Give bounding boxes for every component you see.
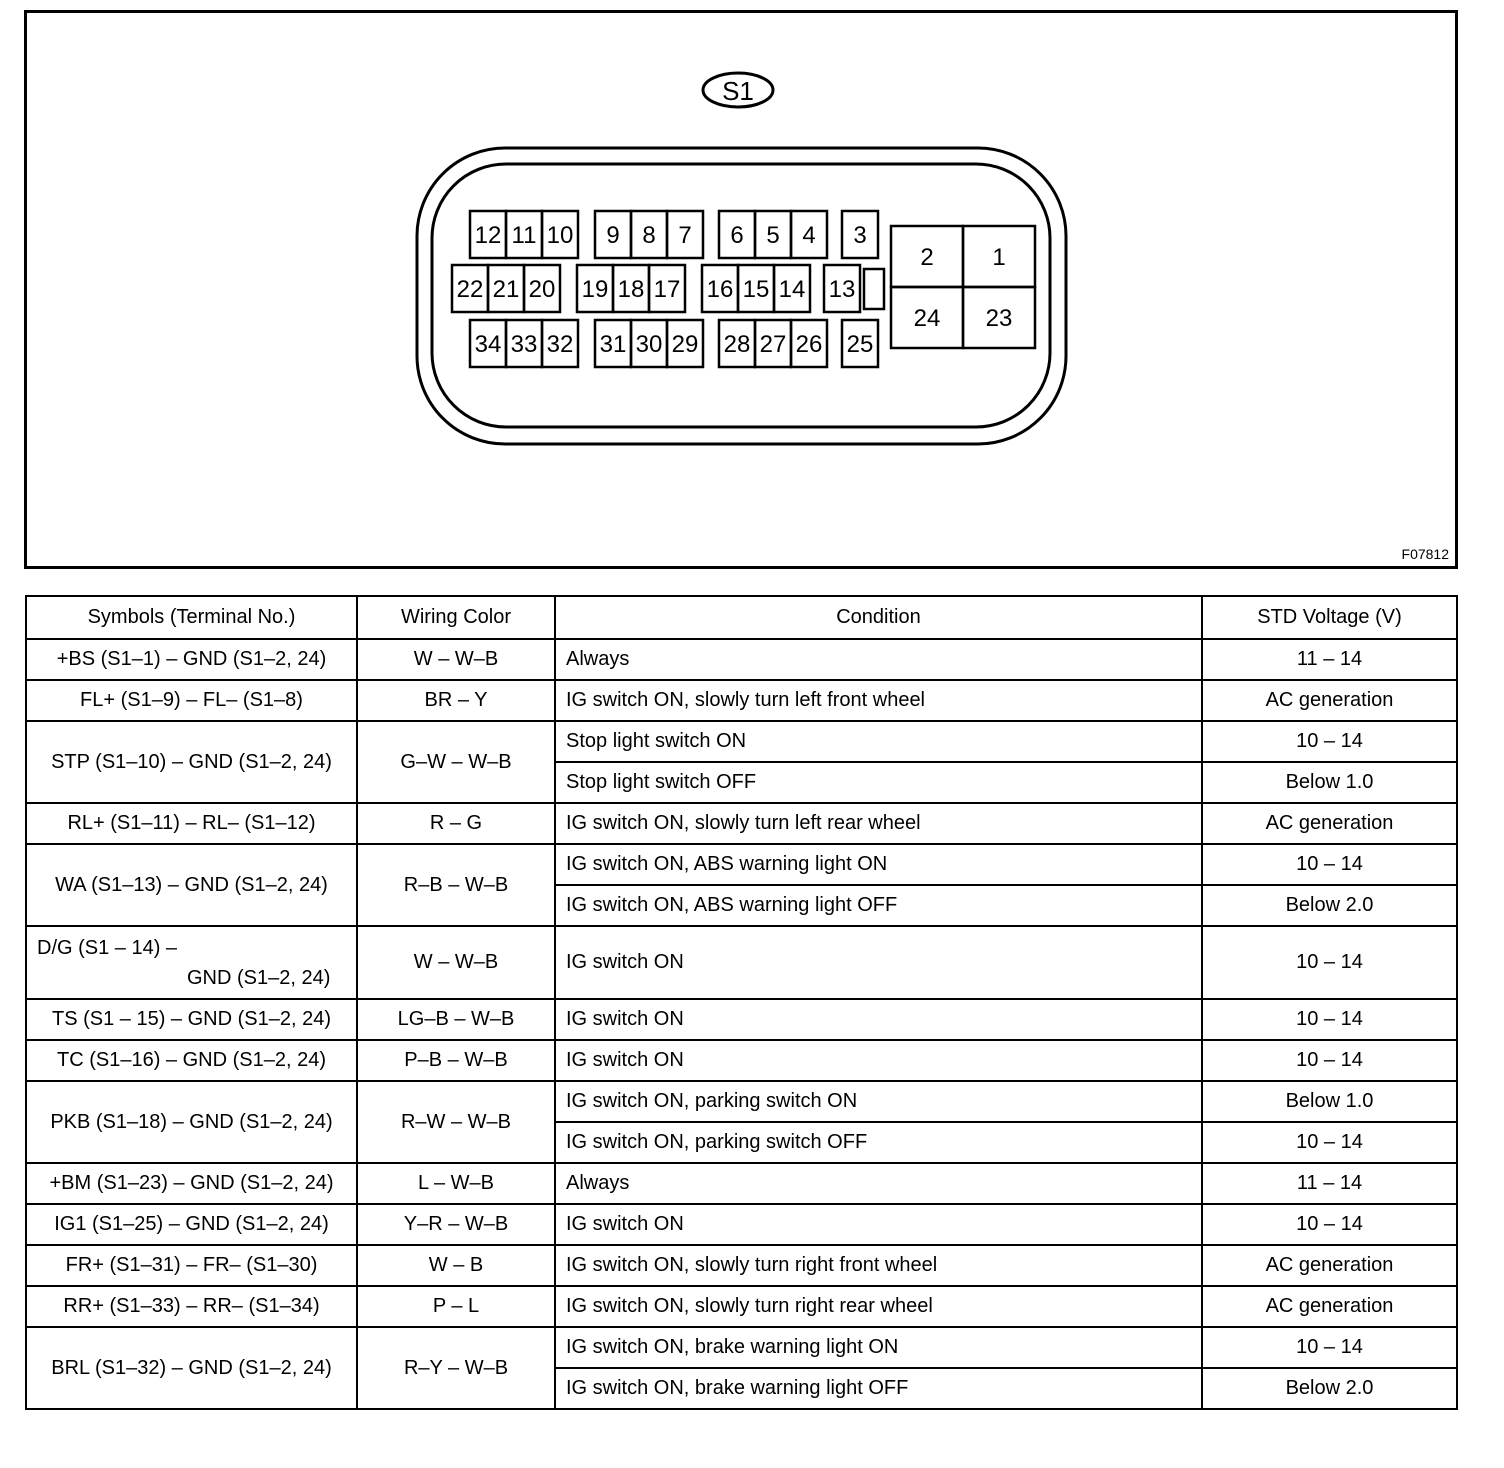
voltage-cell: AC generation: [1202, 1245, 1457, 1286]
terminal-label: 17: [653, 276, 681, 304]
terminal-label: 13: [828, 276, 856, 304]
table-row: [26, 721, 1457, 762]
symbol-cell: FL+ (S1–9) – FL– (S1–8): [26, 680, 357, 721]
wiring-color-cell: R–W – W–B: [357, 1081, 555, 1163]
symbol-cell: WA (S1–13) – GND (S1–2, 24): [26, 844, 357, 926]
table-row: [26, 639, 1457, 680]
table-row: [26, 1040, 1457, 1081]
terminal-label: 32: [546, 331, 574, 359]
terminal-label: 34: [474, 331, 502, 359]
terminal-label: 7: [678, 222, 692, 250]
symbol-cell: STP (S1–10) – GND (S1–2, 24): [26, 721, 357, 803]
terminal-label: 21: [492, 276, 520, 304]
terminal-label: 5: [766, 222, 780, 250]
condition-cell: IG switch ON, slowly turn left rear wheel: [555, 803, 1202, 844]
condition-cell: Always: [555, 1163, 1202, 1204]
condition-cell: IG switch ON, brake warning light OFF: [555, 1368, 1202, 1409]
wiring-color-cell: W – W–B: [357, 926, 555, 999]
symbol-cell: [26, 926, 357, 999]
header-wiring-color: Wiring Color: [357, 596, 555, 639]
condition-cell: IG switch ON: [555, 926, 1202, 999]
condition-cell: IG switch ON: [555, 1040, 1202, 1081]
terminal-label: 3: [853, 222, 867, 250]
terminal-label: 30: [635, 331, 663, 359]
terminal-label: 31: [599, 331, 627, 359]
terminal-label: 2: [920, 244, 934, 272]
wiring-color-cell: G–W – W–B: [357, 721, 555, 803]
terminal-label: 16: [706, 276, 734, 304]
wiring-color-cell: L – W–B: [357, 1163, 555, 1204]
condition-cell: IG switch ON, parking switch ON: [555, 1081, 1202, 1122]
voltage-cell: 10 – 14: [1202, 1040, 1457, 1081]
symbol-cell: RL+ (S1–11) – RL– (S1–12): [26, 803, 357, 844]
table-row: [26, 1327, 1457, 1368]
header-std-voltage: STD Voltage (V): [1202, 596, 1457, 639]
voltage-cell: 11 – 14: [1202, 639, 1457, 680]
wiring-color-cell: W – W–B: [357, 639, 555, 680]
wiring-color-cell: P–B – W–B: [357, 1040, 555, 1081]
condition-cell: Always: [555, 639, 1202, 680]
voltage-cell: AC generation: [1202, 680, 1457, 721]
connector-drawing: [27, 13, 1455, 566]
voltage-cell: Below 1.0: [1202, 1081, 1457, 1122]
symbol-line-1: D/G (S1 – 14) –: [37, 936, 178, 959]
voltage-cell: 10 – 14: [1202, 1327, 1457, 1368]
voltage-cell: AC generation: [1202, 1286, 1457, 1327]
table-row: [26, 680, 1457, 721]
condition-cell: IG switch ON, slowly turn right rear wheel: [555, 1286, 1202, 1327]
condition-cell: IG switch ON: [555, 999, 1202, 1040]
condition-cell: IG switch ON, slowly turn right front wheel: [555, 1245, 1202, 1286]
terminal-label: 25: [846, 331, 874, 359]
voltage-cell: 10 – 14: [1202, 844, 1457, 885]
terminal-label: 22: [456, 276, 484, 304]
terminal-label: 28: [723, 331, 751, 359]
connector-label: S1: [722, 76, 754, 106]
condition-cell: IG switch ON, brake warning light ON: [555, 1327, 1202, 1368]
symbol-cell: +BS (S1–1) – GND (S1–2, 24): [26, 639, 357, 680]
condition-cell: IG switch ON, parking switch OFF: [555, 1122, 1202, 1163]
symbol-line-2: GND (S1–2, 24): [187, 966, 331, 989]
voltage-cell: 10 – 14: [1202, 1122, 1457, 1163]
symbol-cell: BRL (S1–32) – GND (S1–2, 24): [26, 1327, 357, 1409]
symbol-cell: IG1 (S1–25) – GND (S1–2, 24): [26, 1204, 357, 1245]
terminal-label: 19: [581, 276, 609, 304]
symbol-cell: PKB (S1–18) – GND (S1–2, 24): [26, 1081, 357, 1163]
wiring-color-cell: R–B – W–B: [357, 844, 555, 926]
table-row: [26, 1163, 1457, 1204]
wiring-color-cell: R – G: [357, 803, 555, 844]
terminal-label: 20: [528, 276, 556, 304]
voltage-cell: 10 – 14: [1202, 999, 1457, 1040]
terminal-label: 10: [546, 222, 574, 250]
wiring-color-cell: BR – Y: [357, 680, 555, 721]
terminal-cell: [864, 269, 884, 309]
condition-cell: IG switch ON, ABS warning light ON: [555, 844, 1202, 885]
terminal-label: 11: [511, 222, 537, 250]
terminal-label: 1: [992, 244, 1006, 272]
symbol-cell: +BM (S1–23) – GND (S1–2, 24): [26, 1163, 357, 1204]
condition-cell: IG switch ON, ABS warning light OFF: [555, 885, 1202, 926]
voltage-cell: AC generation: [1202, 803, 1457, 844]
terminal-label: 26: [795, 331, 823, 359]
terminal-label: 27: [759, 331, 787, 359]
wiring-color-cell: W – B: [357, 1245, 555, 1286]
terminal-label: 6: [730, 222, 744, 250]
condition-cell: Stop light switch ON: [555, 721, 1202, 762]
terminal-label: 12: [474, 222, 502, 250]
table-row: [26, 1286, 1457, 1327]
table-row: [26, 1245, 1457, 1286]
terminal-label: 14: [778, 276, 806, 304]
symbol-cell: RR+ (S1–33) – RR– (S1–34): [26, 1286, 357, 1327]
symbol-cell: FR+ (S1–31) – FR– (S1–30): [26, 1245, 357, 1286]
header-symbols: Symbols (Terminal No.): [26, 596, 357, 639]
terminal-label: 4: [802, 222, 816, 250]
figure-code: F07812: [1401, 546, 1449, 562]
connector-diagram-frame: [24, 10, 1458, 569]
symbol-cell: TC (S1–16) – GND (S1–2, 24): [26, 1040, 357, 1081]
voltage-spec-table: [25, 595, 1458, 1410]
table-row: [26, 1081, 1457, 1122]
wiring-color-cell: Y–R – W–B: [357, 1204, 555, 1245]
voltage-cell: 11 – 14: [1202, 1163, 1457, 1204]
terminal-label: 24: [913, 305, 941, 333]
table-row: [26, 803, 1457, 844]
table-row: [26, 1204, 1457, 1245]
symbol-cell: TS (S1 – 15) – GND (S1–2, 24): [26, 999, 357, 1040]
terminal-label: 29: [671, 331, 699, 359]
voltage-cell: Below 2.0: [1202, 885, 1457, 926]
terminal-label: 9: [606, 222, 620, 250]
terminal-label: 8: [642, 222, 656, 250]
condition-cell: IG switch ON, slowly turn left front wheel: [555, 680, 1202, 721]
header-condition: Condition: [555, 596, 1202, 639]
table-header-row: [26, 596, 1457, 639]
table-row: [26, 999, 1457, 1040]
condition-cell: Stop light switch OFF: [555, 762, 1202, 803]
voltage-cell: 10 – 14: [1202, 1204, 1457, 1245]
condition-cell: IG switch ON: [555, 1204, 1202, 1245]
voltage-cell: Below 2.0: [1202, 1368, 1457, 1409]
terminal-grid: [452, 211, 1035, 367]
table-row: [26, 844, 1457, 885]
wiring-color-cell: P – L: [357, 1286, 555, 1327]
voltage-cell: 10 – 14: [1202, 926, 1457, 999]
voltage-cell: Below 1.0: [1202, 762, 1457, 803]
voltage-cell: 10 – 14: [1202, 721, 1457, 762]
terminal-label: 15: [742, 276, 770, 304]
wiring-color-cell: LG–B – W–B: [357, 999, 555, 1040]
terminal-label: 33: [510, 331, 538, 359]
wiring-color-cell: R–Y – W–B: [357, 1327, 555, 1409]
table-row: [26, 926, 1457, 999]
terminal-label: 18: [617, 276, 645, 304]
terminal-label: 23: [985, 305, 1013, 333]
